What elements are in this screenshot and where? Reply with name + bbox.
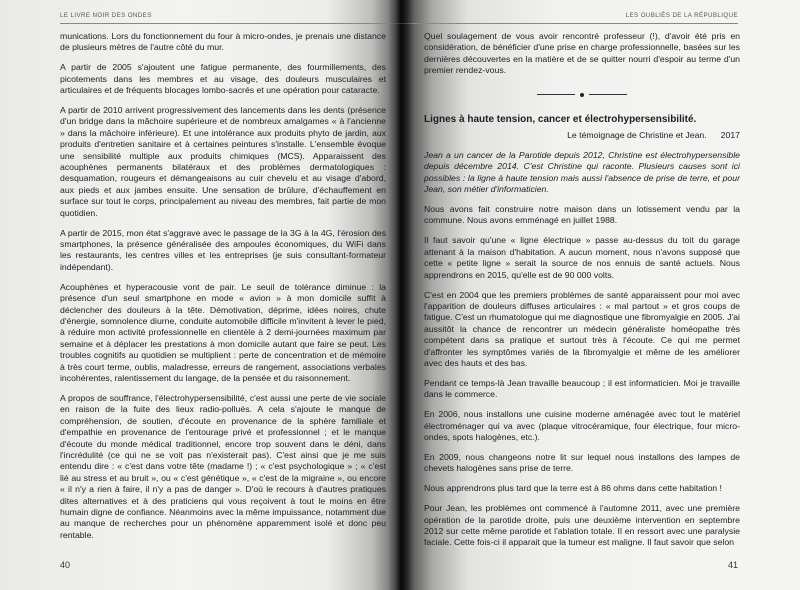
- paragraph: C'est en 2004 que les premiers problèmes de santé apparaissent pour moi avec l'apparition de douleurs diffuses articulaires : « mal partout » et gros coups de fatigue. C'est un rhumatologue qui me diagnostique une fibromyalgie en 2005. J'ai aussitôt la chance de rencontrer un médecin généraliste homéopathe très compétent dans sa pratique et surtout très à l'écoute. Ce qui me permet d'affronter les symptômes variés de la fibromyalgie et même de les améliorer avec des hauts et des bas.: [424, 289, 740, 368]
- paragraph: Nous apprendrons plus tard que la terre est à 86 ohms dans cette habitation !: [424, 483, 722, 494]
- right-text-column: [424, 31, 740, 557]
- byline-year: 2017: [720, 129, 740, 140]
- page-number-right: 41: [727, 560, 738, 570]
- byline-text: Le témoignage de Christine et Jean.: [567, 129, 707, 140]
- left-text-column: [60, 31, 386, 550]
- right-page: [400, 0, 800, 590]
- running-head-right: LES OUBLIÉS DE LA RÉPUBLIQUE: [625, 12, 738, 19]
- paragraph: A partir de 2005 s'ajoutent une fatigue permanente, des fourmillements, des picotements dans les membres et au visage, des douleurs musculaires et articulaires et de fréquents blocages lombo-sacrés et une opération pour cataracte.: [60, 62, 386, 96]
- page-number-left: 40: [60, 560, 71, 570]
- separator-line: [589, 94, 627, 95]
- intro-italic: Jean a un cancer de la Parotide depuis 2012, Christine est électrohypersensible depuis décembre 2014. C'est Christine qui raconte. Plusieurs causes sont ici possibles : la ligne à haute tension mais aussi l'absence de prise de terre, et pour Jean, son métier d'informaticien.: [424, 149, 740, 195]
- section-separator: [424, 89, 740, 100]
- paragraph: Il faut savoir qu'une « ligne électrique » passe au-dessus du toit du garage attenant à la maison d'habitation. A aucun moment, nous n'avons supposé que cette « petite ligne » serait la source de nos ennuis de santé actuels. Nous apprendrons en 2015, qu'elle est de 90 000 volts.: [424, 235, 740, 280]
- section-title: Lignes à haute tension, cancer et électrohypersensibilité.: [424, 114, 697, 126]
- paragraph: Pendant ce temps-là Jean travaille beaucoup ; il est informaticien. Moi je travaille dans le commerce.: [424, 377, 740, 400]
- paragraph: A partir de 2010 arrivent progressivement des lancements dans les dents (présence d'un bridge dans la mâchoire supérieure et de nombreux amalgames « à l'ancienne » dans la mâchoire inférieure). Et une intolérance aux produits phyto de jardin, aux produits d'entretien sanitaire et à certaines peintures s'installe. L'ensemble évoque une sensibilité multiple aux produits chimiques (MCS). Apparaissent des acouphènes permanents bilatéraux et des problèmes dermatologiques : desquamation, rougeurs et démangeaisons au cuir chevelu et au visage d'abord, aux pieds et aux jambes ensuite. Une sensation de brûlure, d'échauffement en surface sur tout le corps, principalement au niveau des membres, fait partie de mon quotidien.: [60, 105, 386, 218]
- paragraph: En 2009, nous changeons notre lit sur lequel nous installons des lampes de chevets halogènes sans prise de terre.: [424, 451, 740, 474]
- running-head-left: LE LIVRE NOIR DES ONDES: [60, 12, 152, 19]
- paragraph: munications. Lors du fonctionnement du four à micro-ondes, je prenais une distance de plusieurs mètres de l'autre côté du mur.: [60, 31, 386, 53]
- byline: [424, 130, 740, 141]
- opening-paragraph: Quel soulagement de vous avoir rencontré professeur (!), d'avoir été pris en considération, de bénéficier d'une prise en charge professionnelle, basées sur les dernières découvertes en la matière et de se quitter nourri d'espoir au terme d'un premier rendez-vous.: [424, 31, 740, 76]
- separator-line: [537, 94, 575, 95]
- paragraph: A propos de souffrance, l'électrohypersensibilité, c'est aussi une perte de vie sociale en raison de la fuite des lieux radio-pollués. A cela s'ajoute le manque de compréhension, de soutien, d'écoute en provenance de la sphère familiale et d'empathie en provenance de l'entourage privé et professionnel ; et le manque d'écoute du monde médical traditionnel, encore trop souvent dans le déni, dans l'incrédulité (ce qui ne se voit pas n'existerait pas). C'est ainsi que je me suis entendu dire : « c'est dans votre tête (madame !) ; « c'est psychologique » ; « c'est lié au stress et au bruit », ou « c'est génétique », « c'est de la migraine », ou encore « il n'y a rien à faire, il n'y a pas de danger ». D'où le recours à d'autres pratiques dites alternatives et à des praticiens qui vous reçoivent à tout le moins en être humain digne de confiance. Néanmoins avec la même impuissance, notamment due au manque de recherches pour un phénomène apparemment isolé et donc peu rentable.: [60, 392, 386, 540]
- header-rule-right: [400, 23, 738, 24]
- paragraph: En 2006, nous installons une cuisine moderne aménagée avec tout le matériel électroménager qui va avec (plaque vitrocéramique, four électrique, four micro-ondes, spots halogènes, etc.).: [424, 409, 740, 442]
- paragraph: A partir de 2015, mon état s'aggrave avec le passage de la 3G à la 4G, l'érosion des smartphones, la présence généralisée des ampoules économiques, du WiFi dans les restaurants, les centres villes et les entreprises (je suis consultant-formateur indépendant).: [60, 227, 386, 272]
- bullet-icon: [580, 93, 584, 97]
- header-rule-left: [60, 23, 400, 24]
- paragraph: Nous avons fait construire notre maison dans un lotissement vendu par la commune. Nous avons emménagé en juillet 1988.: [424, 204, 740, 226]
- paragraph: Acouphènes et hyperacousie vont de pair. Le seuil de tolérance diminue : la présence d'un seul smartphone en mode « avion » à mon domicile suffit à déclencher des douleurs à la tête. Démotivation, déprime, idées noires, chute d'énergie, somnolence diurne, conduite automobile difficile m'invitent à lever le pied, à réduire mon activité professionnelle en clientèle à 2 demi-journées maximum par semaine et à déplacer les prestations à mon domicile autant que faire se peut. Les troubles cognitifs au quotidien se multiplient : perte de concentration et de mémoire à très court terme, oublis, maladresse, erreurs de rangement, associations verbales incohérentes, ralentissement du langage, de la pensée et du raisonnement.: [60, 281, 386, 383]
- paragraph: Pour Jean, les problèmes ont commencé à l'automne 2011, avec une première opération de la parotide droite, puis une deuxième intervention en septembre 2012 sur cette même parotide et l'ablation totale. Il en ressort avec une paralysie faciale. Cette fois-ci il apparait que la tumeur est maligne. Il faut savoir que selon: [424, 503, 740, 548]
